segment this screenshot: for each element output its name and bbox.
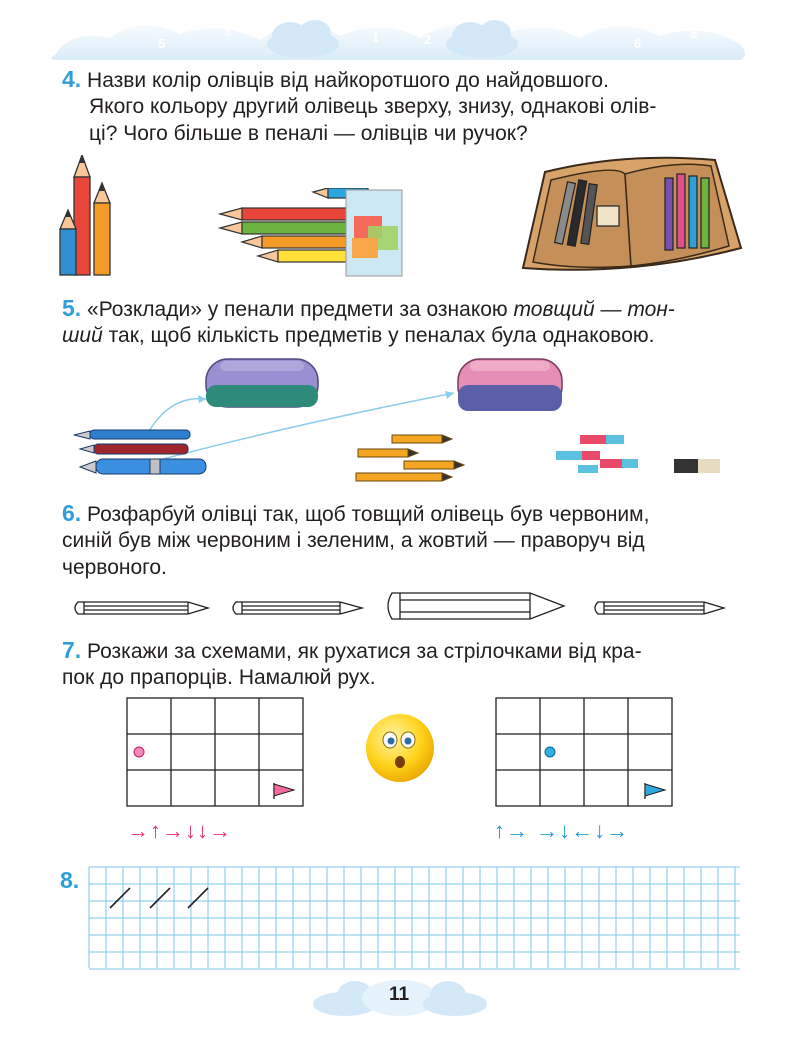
pencil-case-pink xyxy=(458,359,562,411)
pencil-case-purple xyxy=(206,359,318,407)
scheme-right-arrows: ↑→ →↓←↓→ xyxy=(494,818,630,843)
task-5-italic-b: ший xyxy=(62,324,103,347)
task-5-text-a: «Розклади» у пенали предмети за ознакою xyxy=(87,298,514,321)
task-4-line-2: Якого кольору другий олівець зверху, знизу, однакові олів- xyxy=(89,95,657,118)
cloud-digit: 1 xyxy=(372,30,380,45)
cloud-digit: 6 xyxy=(634,36,642,51)
scheme-right-grid xyxy=(495,697,675,809)
task-6-pencils-to-color xyxy=(70,590,735,626)
scheme-left-arrows: →↑→↓↓→ xyxy=(127,818,232,843)
task-4-number: 4. xyxy=(62,66,82,92)
task-6-line-2: синій був між червоним і зеленим, а жовтий — праворуч від xyxy=(62,529,645,552)
start-dot xyxy=(134,747,144,757)
task-4-pencils-box xyxy=(218,188,408,278)
cloud-digit: 0 xyxy=(398,14,406,29)
cloud-digit: 4 xyxy=(568,24,576,39)
task-4-pencils-vertical xyxy=(58,155,118,280)
task-5-line-2 xyxy=(62,322,654,349)
sample-strokes xyxy=(110,888,208,908)
task-4 xyxy=(62,66,742,94)
task-5-text-b: так, щоб кількість предметів у пеналах була однаковою. xyxy=(102,324,655,347)
header-clouds xyxy=(0,0,800,70)
task-4-line-1: Назви колір олівців від найкоротшого до найдовшого. xyxy=(87,69,609,92)
cloud-digit: 2 xyxy=(424,32,432,47)
task-8-writing-grid xyxy=(88,866,744,972)
task-4-pencil-case xyxy=(515,150,745,280)
page-number: 11 xyxy=(389,984,410,1005)
start-dot xyxy=(545,747,555,757)
task-6 xyxy=(62,500,742,528)
task-6-line-1: Розфарбуй олівці так, щоб товщий олівець був червоним, xyxy=(87,503,650,526)
flag-blue xyxy=(645,783,665,799)
flag-pink xyxy=(274,783,294,799)
task-5-number: 5. xyxy=(62,295,82,321)
task-5-illustration xyxy=(70,355,730,485)
task-7-number: 7. xyxy=(62,637,82,663)
cloud-digit: 8 xyxy=(690,26,698,41)
cloud-digit: 3 xyxy=(224,24,232,39)
task-7-line-1: Розкажи за схемами, як рухатися за стрілочками від кра- xyxy=(87,640,642,663)
task-6-line-3: червоного. xyxy=(62,556,167,579)
cloud-digit: 7 xyxy=(108,24,116,39)
task-4-line-3: ці? Чого більше в пеналі — олівців чи ручок? xyxy=(89,122,528,145)
task-7 xyxy=(62,637,742,665)
task-5-italic-a: товщий — тон- xyxy=(513,298,675,321)
cloud-digit: 5 xyxy=(158,36,166,51)
task-5-line-1 xyxy=(62,295,742,323)
smiley-icon xyxy=(364,712,436,784)
task-8-number: 8. xyxy=(60,867,80,893)
scheme-left-grid xyxy=(126,697,306,809)
task-7-line-2: пок до прапорців. Намалюй рух. xyxy=(62,666,376,689)
task-6-number: 6. xyxy=(62,500,82,526)
